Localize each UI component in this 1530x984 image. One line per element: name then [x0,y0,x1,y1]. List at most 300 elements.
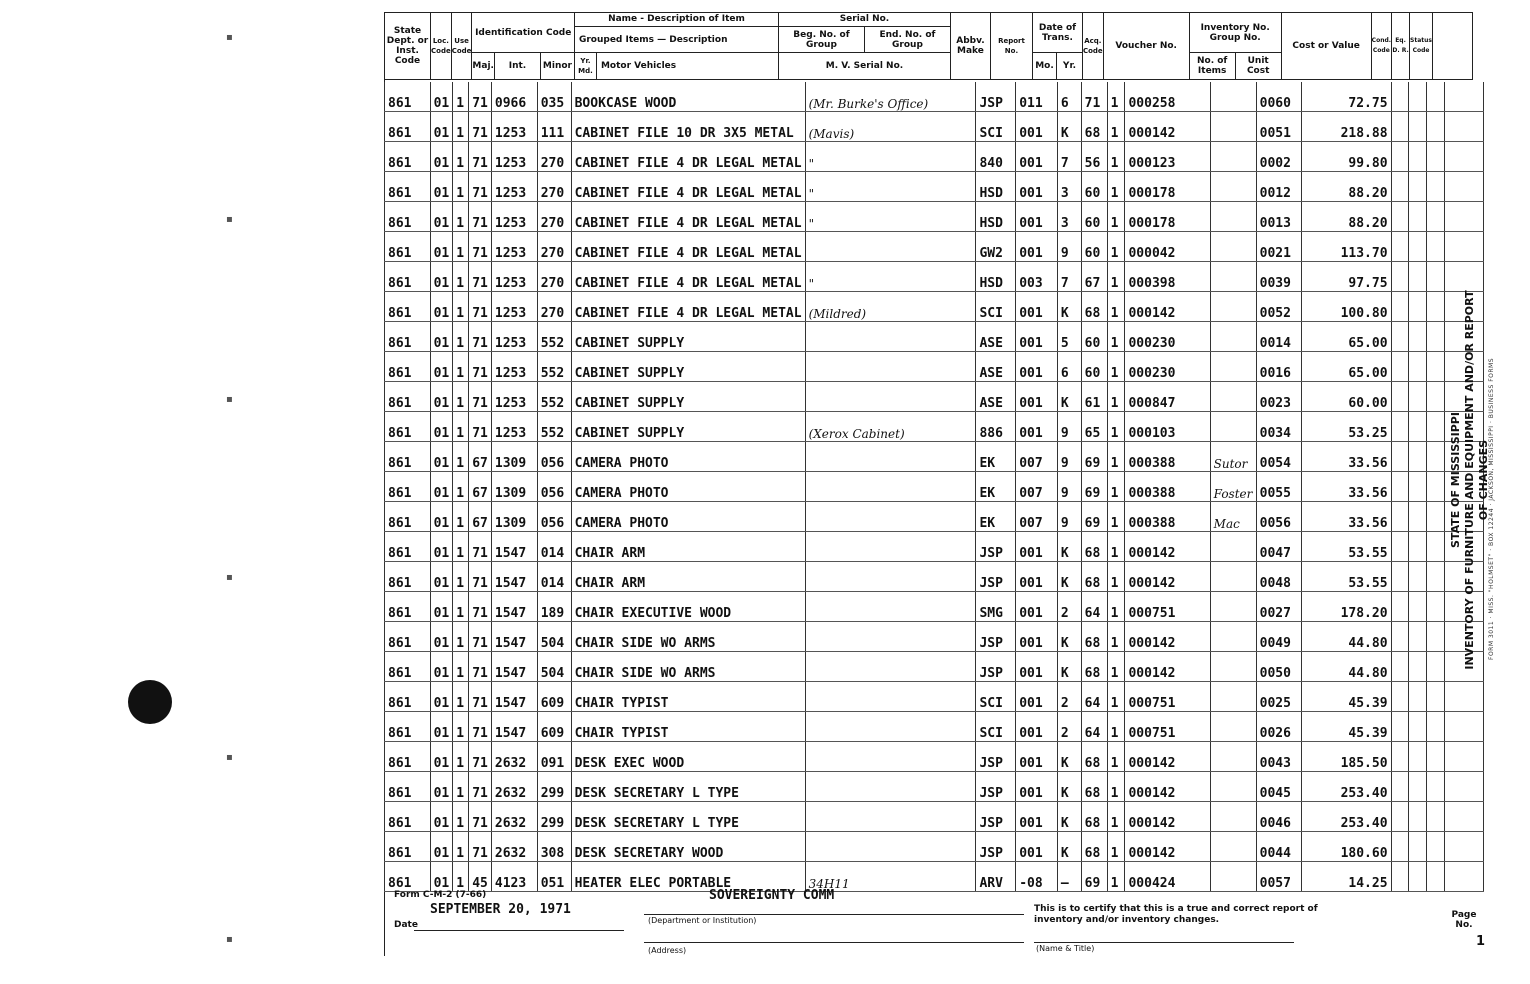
row-use: 1 [453,472,469,502]
hdr-yr-md: Yr. Md. [574,53,596,80]
row-make: GW2 [976,232,1016,262]
row-month: K [1057,382,1081,412]
row-minor: 552 [537,382,571,412]
row-loc: 01 [430,682,453,712]
row-month: K [1057,112,1081,142]
hdr-motor-vehicles: Motor Vehicles [596,53,778,80]
row-acq: 1 [1107,112,1125,142]
row-cond [1391,82,1409,112]
row-minor: 091 [537,742,571,772]
row-report: 001 [1016,532,1058,562]
row-maj: 71 [469,652,492,682]
row-loc: 01 [430,232,453,262]
row-inventory-no: 0002 [1256,142,1302,172]
row-report: 001 [1016,352,1058,382]
row-use: 1 [453,802,469,832]
row-int: 1253 [491,322,537,352]
row-minor: 308 [537,832,571,862]
row-use: 1 [453,322,469,352]
row-voucher: 000751 [1125,712,1210,742]
row-eqdr [1409,562,1427,592]
row-acq: 1 [1107,322,1125,352]
row-inventory-no: 0025 [1256,682,1302,712]
row-loc: 01 [430,472,453,502]
row-cost: 178.20 [1302,592,1391,622]
row-dept: 861 [385,532,431,562]
row-loc: 01 [430,862,453,892]
row-voucher: 000424 [1125,862,1210,892]
row-month: 9 [1057,232,1081,262]
row-loc: 01 [430,442,453,472]
row-year: 68 [1081,802,1107,832]
row-dept: 861 [385,712,431,742]
row-note: " [805,172,976,202]
row-items [1210,262,1256,292]
row-month: K [1057,652,1081,682]
row-cond [1391,682,1409,712]
row-loc: 01 [430,652,453,682]
row-voucher: 000142 [1125,802,1210,832]
punch-hole [128,680,172,724]
row-int: 1309 [491,502,537,532]
row-dept: 861 [385,562,431,592]
row-description: CABINET FILE 4 DR LEGAL METAL [571,232,805,262]
row-use: 1 [453,712,469,742]
row-items [1210,232,1256,262]
row-minor: 552 [537,322,571,352]
row-status [1426,502,1444,532]
row-eqdr [1409,472,1427,502]
row-voucher: 000178 [1125,202,1210,232]
row-use: 1 [453,862,469,892]
row-note [805,682,976,712]
row-maj: 71 [469,622,492,652]
row-make: JSP [976,832,1016,862]
row-dept: 861 [385,442,431,472]
row-maj: 67 [469,472,492,502]
row-cond [1391,472,1409,502]
row-voucher: 000142 [1125,622,1210,652]
row-int: 1253 [491,112,537,142]
row-report: 001 [1016,412,1058,442]
row-report: 001 [1016,772,1058,802]
row-month: 6 [1057,82,1081,112]
row-description: DESK EXEC WOOD [571,742,805,772]
row-items: Foster [1210,472,1256,502]
row-note [805,472,976,502]
row-eqdr [1409,622,1427,652]
row-eqdr [1409,442,1427,472]
row-month: 3 [1057,172,1081,202]
row-use: 1 [453,352,469,382]
row-year: 68 [1081,532,1107,562]
row-maj: 71 [469,142,492,172]
form-title: INVENTORY OF FURNITURE AND EQUIPMENT AND/OR REPORT OF CHANGES [1463,290,1490,670]
row-report: -08 [1016,862,1058,892]
row-eqdr [1409,262,1427,292]
hdr-blank [1433,13,1473,80]
row-acq: 1 [1107,622,1125,652]
row-items [1210,742,1256,772]
table-row [385,832,1484,862]
row-make: HSD [976,202,1016,232]
row-status [1426,562,1444,592]
row-inventory-no: 0013 [1256,202,1302,232]
row-cond [1391,592,1409,622]
row-int: 0966 [491,82,537,112]
row-dept: 861 [385,412,431,442]
row-minor: 299 [537,772,571,802]
row-status [1426,472,1444,502]
table-row [385,592,1484,622]
row-status [1426,292,1444,322]
row-use: 1 [453,652,469,682]
row-note: " [805,202,976,232]
row-voucher: 000178 [1125,172,1210,202]
row-status [1426,712,1444,742]
row-items [1210,202,1256,232]
row-make: SMG [976,592,1016,622]
row-maj: 71 [469,592,492,622]
row-cond [1391,142,1409,172]
row-dept: 861 [385,292,431,322]
row-int: 1547 [491,622,537,652]
row-description: CABINET SUPPLY [571,322,805,352]
row-status [1426,832,1444,862]
row-voucher: 000258 [1125,82,1210,112]
hdr-eq-dr: Eq. D. R. [1392,13,1410,80]
row-loc: 01 [430,382,453,412]
department-line [644,914,1024,915]
row-cond [1391,772,1409,802]
row-items [1210,652,1256,682]
row-voucher: 000751 [1125,682,1210,712]
row-make: JSP [976,772,1016,802]
row-cond [1391,652,1409,682]
row-dept: 861 [385,652,431,682]
form-footer [384,886,1484,958]
row-inventory-no: 0046 [1256,802,1302,832]
row-cond [1391,172,1409,202]
row-cond [1391,442,1409,472]
table-row [385,352,1484,382]
row-note: 34H11 [805,862,976,892]
table-row [385,82,1484,112]
row-loc: 01 [430,592,453,622]
row-loc: 01 [430,202,453,232]
row-loc: 01 [430,802,453,832]
row-description: CHAIR SIDE WO ARMS [571,622,805,652]
row-note: (Mr. Burke's Office) [805,82,976,112]
row-inventory-no: 0021 [1256,232,1302,262]
row-loc: 01 [430,742,453,772]
table-row [385,262,1484,292]
table-row [385,322,1484,352]
hdr-mo: Mo. [1032,53,1056,80]
row-loc: 01 [430,352,453,382]
row-dept: 861 [385,262,431,292]
hdr-mv-serial: M. V. Serial No. [778,53,950,80]
row-year: 64 [1081,712,1107,742]
inventory-form [384,12,1484,956]
row-minor: 299 [537,802,571,832]
row-inventory-no: 0051 [1256,112,1302,142]
row-description: CHAIR SIDE WO ARMS [571,652,805,682]
row-year: 69 [1081,862,1107,892]
row-items [1210,622,1256,652]
row-blank [1444,742,1483,772]
row-dept: 861 [385,232,431,262]
row-cond [1391,742,1409,772]
row-dept: 861 [385,832,431,862]
row-year: 65 [1081,412,1107,442]
certification-text: This is to certify that this is a true and correct report of inventory and/or inventory changes. [1034,904,1318,925]
row-minor: 609 [537,712,571,742]
row-cost: 53.25 [1302,412,1391,442]
row-inventory-no: 0055 [1256,472,1302,502]
row-report: 007 [1016,442,1058,472]
row-make: SCI [976,682,1016,712]
row-acq: 1 [1107,592,1125,622]
row-maj: 71 [469,412,492,442]
row-loc: 01 [430,532,453,562]
table-row [385,142,1484,172]
row-use: 1 [453,622,469,652]
row-month: K [1057,532,1081,562]
row-voucher: 000142 [1125,652,1210,682]
row-dept: 861 [385,742,431,772]
row-int: 1253 [491,262,537,292]
row-note: " [805,142,976,172]
row-items [1210,772,1256,802]
row-acq: 1 [1107,292,1125,322]
row-description: BOOKCASE WOOD [571,82,805,112]
row-description: CABINET FILE 4 DR LEGAL METAL [571,172,805,202]
row-minor: 056 [537,502,571,532]
form-side-title [1449,290,1491,670]
row-month: 2 [1057,592,1081,622]
row-month: 5 [1057,322,1081,352]
hdr-ident-code: Identification Code [472,13,575,53]
row-loc: 01 [430,772,453,802]
row-report: 001 [1016,682,1058,712]
row-note [805,532,976,562]
row-cond [1391,712,1409,742]
row-acq: 1 [1107,442,1125,472]
row-minor: 056 [537,472,571,502]
row-blank [1444,172,1483,202]
row-cost: 218.88 [1302,112,1391,142]
table-row [385,652,1484,682]
row-acq: 1 [1107,232,1125,262]
row-inventory-no: 0027 [1256,592,1302,622]
table-row [385,622,1484,652]
row-cost: 113.70 [1302,232,1391,262]
row-voucher: 000103 [1125,412,1210,442]
row-cost: 44.80 [1302,652,1391,682]
table-row [385,742,1484,772]
row-voucher: 000388 [1125,502,1210,532]
row-blank [1444,772,1483,802]
table-row [385,562,1484,592]
row-eqdr [1409,412,1427,442]
row-minor: 270 [537,232,571,262]
row-report: 001 [1016,622,1058,652]
row-report: 001 [1016,652,1058,682]
row-year: 69 [1081,472,1107,502]
row-make: EK [976,442,1016,472]
row-items [1210,682,1256,712]
row-maj: 71 [469,112,492,142]
row-items [1210,82,1256,112]
row-dept: 861 [385,592,431,622]
row-items [1210,352,1256,382]
row-report: 001 [1016,592,1058,622]
row-month: K [1057,292,1081,322]
row-int: 1309 [491,472,537,502]
row-month: 6 [1057,352,1081,382]
row-status [1426,382,1444,412]
row-make: JSP [976,82,1016,112]
row-maj: 71 [469,202,492,232]
row-eqdr [1409,532,1427,562]
row-report: 001 [1016,232,1058,262]
row-note [805,502,976,532]
row-int: 1547 [491,682,537,712]
row-month: 9 [1057,472,1081,502]
row-eqdr [1409,802,1427,832]
row-blank [1444,262,1483,292]
row-items [1210,832,1256,862]
hdr-int: Int. [494,53,540,80]
row-eqdr [1409,832,1427,862]
row-note [805,322,976,352]
row-make: SCI [976,292,1016,322]
row-report: 003 [1016,262,1058,292]
row-eqdr [1409,142,1427,172]
row-loc: 01 [430,412,453,442]
row-loc: 01 [430,622,453,652]
row-report: 001 [1016,742,1058,772]
row-maj: 67 [469,442,492,472]
row-eqdr [1409,292,1427,322]
row-cond [1391,352,1409,382]
row-status [1426,172,1444,202]
row-use: 1 [453,292,469,322]
row-items [1210,532,1256,562]
row-items [1210,382,1256,412]
row-inventory-no: 0052 [1256,292,1302,322]
row-make: HSD [976,262,1016,292]
row-loc: 01 [430,322,453,352]
row-acq: 1 [1107,532,1125,562]
row-note: (Mildred) [805,292,976,322]
row-items [1210,712,1256,742]
row-voucher: 000142 [1125,832,1210,862]
margin-mark: ▪ [226,394,233,405]
row-make: HSD [976,172,1016,202]
row-blank [1444,832,1483,862]
row-loc: 01 [430,262,453,292]
row-inventory-no: 0050 [1256,652,1302,682]
row-maj: 71 [469,262,492,292]
row-inventory-no: 0034 [1256,412,1302,442]
row-report: 001 [1016,142,1058,172]
row-cost: 65.00 [1302,322,1391,352]
department-name: SOVEREIGNTY COMM [709,888,835,903]
row-acq: 1 [1107,82,1125,112]
table-row [385,202,1484,232]
row-minor: 051 [537,862,571,892]
row-items [1210,592,1256,622]
row-month: K [1057,622,1081,652]
row-month: 9 [1057,442,1081,472]
row-voucher: 000142 [1125,112,1210,142]
table-row [385,712,1484,742]
row-dept: 861 [385,352,431,382]
row-dept: 861 [385,172,431,202]
row-acq: 1 [1107,562,1125,592]
form-number: Form C-M-2 (7-66) [394,890,487,900]
row-month: K [1057,772,1081,802]
table-row [385,412,1484,442]
row-description: CHAIR ARM [571,562,805,592]
row-month: K [1057,742,1081,772]
hdr-cost-value: Cost or Value [1281,13,1371,80]
row-blank [1444,82,1483,112]
row-cost: 45.39 [1302,682,1391,712]
row-cond [1391,802,1409,832]
row-eqdr [1409,682,1427,712]
row-use: 1 [453,232,469,262]
row-report: 007 [1016,472,1058,502]
row-int: 2632 [491,742,537,772]
name-title-label: (Name & Title) [1036,944,1095,953]
row-maj: 71 [469,232,492,262]
row-status [1426,412,1444,442]
row-use: 1 [453,142,469,172]
row-cond [1391,532,1409,562]
row-description: CABINET FILE 10 DR 3X5 METAL [571,112,805,142]
row-voucher: 000142 [1125,532,1210,562]
hdr-loc-code: Loc. Code [431,13,452,80]
row-cost: 14.25 [1302,862,1391,892]
row-year: 68 [1081,622,1107,652]
row-description: CHAIR ARM [571,532,805,562]
row-inventory-no: 0044 [1256,832,1302,862]
row-inventory-no: 0045 [1256,772,1302,802]
hdr-use-code: Use Code [451,13,472,80]
table-row [385,802,1484,832]
row-description: DESK SECRETARY L TYPE [571,802,805,832]
row-minor: 552 [537,412,571,442]
row-report: 001 [1016,322,1058,352]
row-status [1426,442,1444,472]
row-cost: 72.75 [1302,82,1391,112]
row-year: 64 [1081,682,1107,712]
row-int: 1547 [491,652,537,682]
row-description: CABINET FILE 4 DR LEGAL METAL [571,262,805,292]
row-use: 1 [453,592,469,622]
table-row [385,292,1484,322]
row-eqdr [1409,172,1427,202]
row-report: 001 [1016,112,1058,142]
row-loc: 01 [430,172,453,202]
row-dept: 861 [385,382,431,412]
row-year: 68 [1081,652,1107,682]
row-loc: 01 [430,82,453,112]
row-year: 64 [1081,592,1107,622]
